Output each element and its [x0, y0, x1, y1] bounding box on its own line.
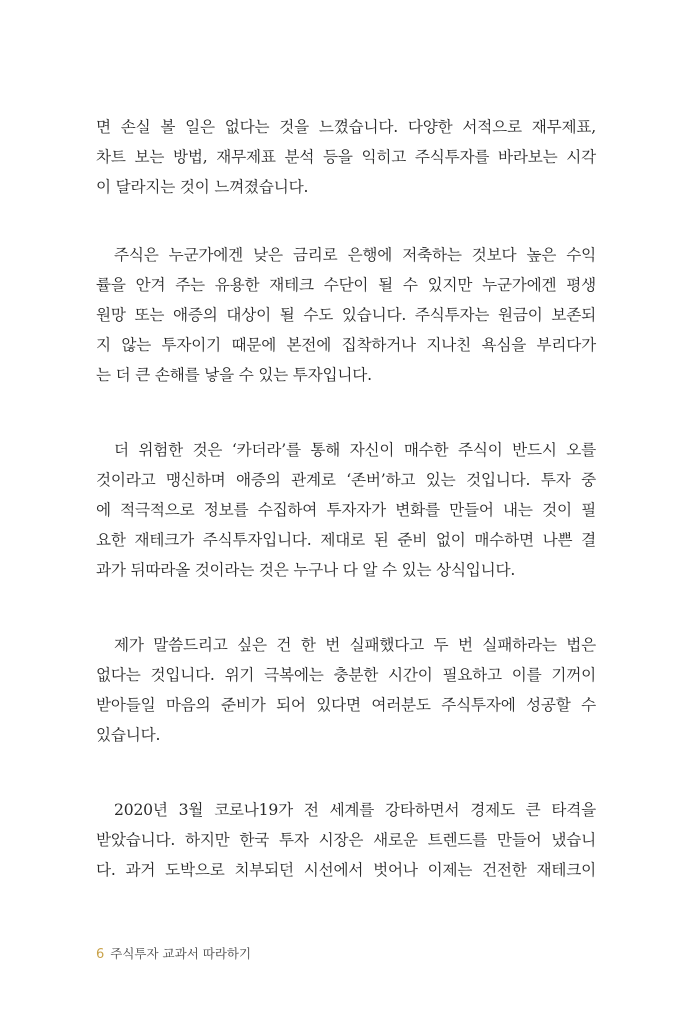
paragraph-2	[96, 240, 596, 390]
paragraph-line: 제가 말씀드리고 싶은 건 한 번 실패했다고 두 번 실패하라는 법은	[114, 636, 596, 654]
paragraph-line: 과가 뒤따라올 것이라는 것은 누구나 다 알 수 있는 상식입니다.	[96, 561, 516, 579]
running-title: 주식투자 교과서 따라하기	[110, 946, 252, 961]
page-footer	[96, 944, 251, 962]
paragraph-line: 는 더 큰 손해를 낳을 수 있는 투자입니다.	[96, 366, 372, 384]
paragraph-line: 이 달라지는 것이 느껴졌습니다.	[96, 178, 309, 196]
paragraph-line: 더 위험한 것은 ‘카더라’를 통해 자신이 매수한 주식이 반드시 오를	[114, 441, 596, 459]
paragraph-line: 2020년 3월 코로나19가 전 세계를 강타하면서 경제도 큰 타격을	[114, 801, 596, 819]
paragraph-line: 다. 과거 도박으로 치부되던 시선에서 벗어나 이제는 건전한 재테크이	[96, 861, 596, 879]
paragraph-line: 없다는 것입니다. 위기 극복에는 충분한 시간이 필요하고 이를 기꺼이	[96, 666, 596, 684]
paragraph-4	[96, 630, 596, 750]
paragraph-line: 차트 보는 방법, 재무제표 분석 등을 익히고 주식투자를 바라보는 시각	[96, 148, 596, 166]
paragraph-line: 률을 안겨 주는 유용한 재테크 수단이 될 수 있지만 누군가에겐 평생	[96, 276, 596, 294]
paragraph-5	[96, 795, 596, 885]
paragraph-line: 주식은 누군가에겐 낮은 금리로 은행에 저축하는 것보다 높은 수익	[114, 246, 596, 264]
paragraph-line: 받아들일 마음의 준비가 되어 있다면 여러분도 주식투자에 성공할 수	[96, 696, 596, 714]
paragraph-line: 있습니다.	[96, 726, 161, 744]
paragraph-3	[96, 435, 596, 585]
page-number: 6	[96, 947, 105, 962]
paragraph-1	[96, 112, 596, 202]
paragraph-line: 것이라고 맹신하며 애증의 관계로 ‘존버’하고 있는 것입니다. 투자 중	[96, 471, 596, 489]
paragraph-line: 원망 또는 애증의 대상이 될 수도 있습니다. 주식투자는 원금이 보존되	[96, 306, 596, 324]
paragraph-line: 지 않는 투자이기 때문에 본전에 집착하거나 지나친 욕심을 부리다가	[96, 336, 596, 354]
paragraph-line: 받았습니다. 하지만 한국 투자 시장은 새로운 트렌드를 만들어 냈습니	[96, 831, 596, 849]
paragraph-line: 면 손실 볼 일은 없다는 것을 느꼈습니다. 다양한 서적으로 재무제표,	[96, 118, 596, 136]
paragraph-line: 에 적극적으로 정보를 수집하여 투자자가 변화를 만들어 내는 것이 필	[96, 501, 596, 519]
paragraph-line: 요한 재테크가 주식투자입니다. 제대로 된 준비 없이 매수하면 나쁜 결	[96, 531, 596, 549]
